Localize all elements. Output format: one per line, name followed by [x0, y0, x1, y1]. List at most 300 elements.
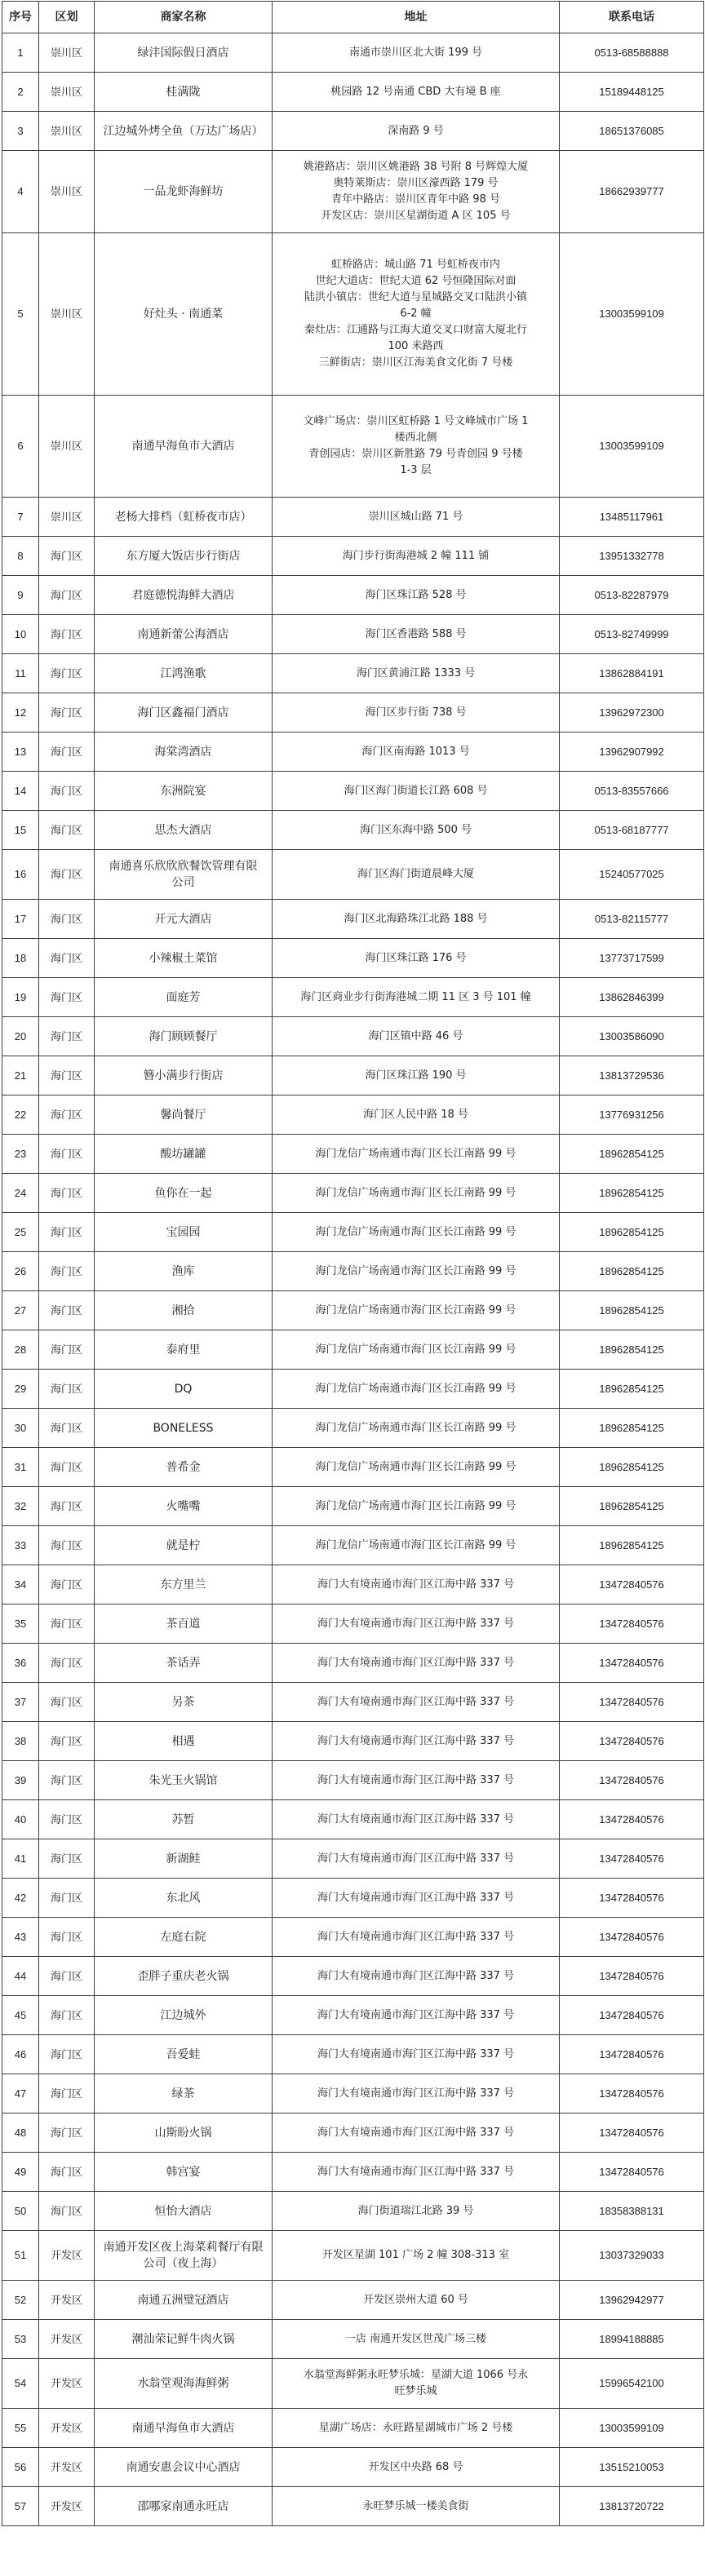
- row-phone: 13472840576: [560, 1683, 704, 1722]
- row-index: 14: [2, 772, 39, 811]
- row-phone: 18994188885: [560, 2320, 704, 2359]
- row-address: 永旺梦乐城一楼美食街: [273, 2487, 560, 2526]
- row-merchant-name: 思杰大酒店: [95, 811, 273, 850]
- row-district: 崇川区: [39, 151, 95, 233]
- table-row: [2, 2231, 704, 2281]
- row-merchant-name: 南通新蕾公海酒店: [95, 615, 273, 654]
- table-row: [2, 1056, 704, 1095]
- row-address: 海门区北海路珠江北路 188 号: [273, 900, 560, 939]
- row-index: 34: [2, 1565, 39, 1604]
- row-merchant-name: 山斯盼火锅: [95, 2113, 273, 2153]
- row-merchant-name: DQ: [95, 1370, 273, 1409]
- row-address: 海门区香港路 588 号: [273, 615, 560, 654]
- row-merchant-name: 歪胖子重庆老火锅: [95, 1957, 273, 1996]
- row-district: 海门区: [39, 1918, 95, 1957]
- row-address: 一店 南通开发区世茂广场三楼: [273, 2320, 560, 2359]
- row-index: 32: [2, 1487, 39, 1526]
- row-phone: 18962854125: [560, 1213, 704, 1252]
- row-index: 35: [2, 1604, 39, 1644]
- row-phone: 13485117961: [560, 498, 704, 537]
- row-index: 40: [2, 1800, 39, 1839]
- row-phone: 13472840576: [560, 2113, 704, 2153]
- row-district: 开发区: [39, 2448, 95, 2487]
- row-district: 海门区: [39, 1135, 95, 1174]
- row-index: 15: [2, 811, 39, 850]
- row-phone: 18962854125: [560, 1252, 704, 1291]
- row-merchant-name: 东洲院宴: [95, 772, 273, 811]
- row-phone: 18962854125: [560, 1448, 704, 1487]
- row-index: 18: [2, 939, 39, 978]
- row-index: 1: [2, 33, 39, 73]
- row-address: 海门步行街海港城 2 幢 111 铺: [273, 537, 560, 576]
- header-index: 序号: [2, 2, 39, 33]
- row-district: 崇川区: [39, 233, 95, 396]
- row-phone: 0513-68187777: [560, 811, 704, 850]
- row-merchant-name: 开元大酒店: [95, 900, 273, 939]
- row-phone: 13962942977: [560, 2281, 704, 2320]
- row-phone: 13862884191: [560, 654, 704, 693]
- table-row: [2, 1879, 704, 1918]
- row-address: 海门龙信广场南通市海门区长江南路 99 号: [273, 1448, 560, 1487]
- row-phone: 18651376085: [560, 112, 704, 151]
- row-index: 50: [2, 2192, 39, 2231]
- row-merchant-name: 一品龙虾海鲜坊: [95, 151, 273, 233]
- row-district: 海门区: [39, 1095, 95, 1135]
- table-row: [2, 693, 704, 733]
- table-row: [2, 1487, 704, 1526]
- table-row: [2, 1213, 704, 1252]
- row-phone: 13472840576: [560, 1604, 704, 1644]
- row-district: 海门区: [39, 1722, 95, 1761]
- row-index: 47: [2, 2074, 39, 2113]
- row-phone: 13037329033: [560, 2231, 704, 2281]
- merchant-table: [2, 1, 704, 2526]
- table-row: [2, 1839, 704, 1879]
- row-phone: 13515210053: [560, 2448, 704, 2487]
- row-district: 海门区: [39, 900, 95, 939]
- row-index: 4: [2, 151, 39, 233]
- row-index: 7: [2, 498, 39, 537]
- table-row: [2, 1409, 704, 1448]
- row-district: 海门区: [39, 1957, 95, 1996]
- table-row: [2, 2487, 704, 2526]
- row-address: 虹桥路店：城山路 71 号虹桥夜市内 世纪大道店：世纪大道 62 号恒隆国际对面 陆洪小镇店：世纪大道与星城路交叉口陆洪小镇 6-2 幢 秦灶店：江通路与江海大道交叉口财富大厦北行 100 米路西 三鲜街店：崇川区江海美食文化街 7 号楼: [273, 233, 560, 396]
- row-merchant-name: 南通安惠会议中心酒店: [95, 2448, 273, 2487]
- row-district: 海门区: [39, 537, 95, 576]
- row-merchant-name: 君庭德悦海鲜大酒店: [95, 576, 273, 615]
- row-merchant-name: BONELESS: [95, 1409, 273, 1448]
- row-index: 25: [2, 1213, 39, 1252]
- table-row: [2, 1722, 704, 1761]
- table-row: [2, 1957, 704, 1996]
- table-row: [2, 1800, 704, 1839]
- row-phone: 13472840576: [560, 1800, 704, 1839]
- table-row: [2, 1565, 704, 1604]
- row-district: 崇川区: [39, 112, 95, 151]
- row-district: 海门区: [39, 772, 95, 811]
- row-merchant-name: 普希金: [95, 1448, 273, 1487]
- row-address: 海门大有境南通市海门区江海中路 337 号: [273, 1683, 560, 1722]
- row-district: 开发区: [39, 2359, 95, 2409]
- row-district: 海门区: [39, 1761, 95, 1800]
- row-index: 46: [2, 2035, 39, 2074]
- row-address: 海门龙信广场南通市海门区长江南路 99 号: [273, 1213, 560, 1252]
- row-merchant-name: 相遇: [95, 1722, 273, 1761]
- row-phone: 18962854125: [560, 1526, 704, 1565]
- row-index: 52: [2, 2281, 39, 2320]
- row-index: 10: [2, 615, 39, 654]
- table-row: [2, 112, 704, 151]
- row-phone: 13472840576: [560, 1761, 704, 1800]
- header-district: 区划: [39, 2, 95, 33]
- row-phone: 13003599109: [560, 2409, 704, 2448]
- row-district: 开发区: [39, 2320, 95, 2359]
- table-row: [2, 1095, 704, 1135]
- row-address: 桃园路 12 号南通 CBD 大有境 B 座: [273, 73, 560, 112]
- merchant-table-container: [2, 1, 703, 2526]
- row-phone: 18358388131: [560, 2192, 704, 2231]
- row-merchant-name: 就是柠: [95, 1526, 273, 1565]
- row-address: 海门大有境南通市海门区江海中路 337 号: [273, 1996, 560, 2035]
- table-row: [2, 900, 704, 939]
- row-index: 17: [2, 900, 39, 939]
- table-row: [2, 2074, 704, 2113]
- table-row: [2, 1135, 704, 1174]
- row-address: 文峰广场店：崇川区虹桥路 1 号文峰城市广场 1 楼西北侧 青创园店：崇川区新胜路 79 号青创园 9 号楼 1-3 层: [273, 396, 560, 498]
- row-phone: 18962854125: [560, 1330, 704, 1370]
- row-index: 38: [2, 1722, 39, 1761]
- row-address: 海门大有境南通市海门区江海中路 337 号: [273, 1800, 560, 1839]
- row-index: 55: [2, 2409, 39, 2448]
- row-index: 24: [2, 1174, 39, 1213]
- table-row: [2, 654, 704, 693]
- row-merchant-name: 韩宫宴: [95, 2153, 273, 2192]
- row-merchant-name: 东方里兰: [95, 1565, 273, 1604]
- table-row: [2, 1448, 704, 1487]
- row-district: 海门区: [39, 1017, 95, 1056]
- row-index: 48: [2, 2113, 39, 2153]
- row-merchant-name: 小辣椒土菜馆: [95, 939, 273, 978]
- row-index: 57: [2, 2487, 39, 2526]
- table-row: [2, 2409, 704, 2448]
- row-address: 海门龙信广场南通市海门区长江南路 99 号: [273, 1409, 560, 1448]
- row-address: 海门大有境南通市海门区江海中路 337 号: [273, 1604, 560, 1644]
- row-phone: 18962854125: [560, 1135, 704, 1174]
- table-row: [2, 1918, 704, 1957]
- row-merchant-name: 南通喜乐欣欣欣餐饮管理有限 公司: [95, 850, 273, 900]
- row-index: 13: [2, 733, 39, 772]
- row-address: 海门区镇中路 46 号: [273, 1017, 560, 1056]
- row-phone: 15996542100: [560, 2359, 704, 2409]
- row-address: 海门区海门街道晨峰大厦: [273, 850, 560, 900]
- row-district: 崇川区: [39, 498, 95, 537]
- row-phone: 18962854125: [560, 1370, 704, 1409]
- row-district: 海门区: [39, 1800, 95, 1839]
- row-merchant-name: 朱光玉火锅馆: [95, 1761, 273, 1800]
- row-index: 11: [2, 654, 39, 693]
- row-address: 海门区珠江路 176 号: [273, 939, 560, 978]
- row-address: 海门大有境南通市海门区江海中路 337 号: [273, 2153, 560, 2192]
- table-row: [2, 2448, 704, 2487]
- row-address: 海门龙信广场南通市海门区长江南路 99 号: [273, 1487, 560, 1526]
- row-address: 水翁堂海鲜粥永旺梦乐城：星湖大道 1066 号永 旺梦乐城: [273, 2359, 560, 2409]
- table-row: [2, 537, 704, 576]
- row-address: 星湖广场店：永旺路星湖城市广场 2 号楼: [273, 2409, 560, 2448]
- header-phone: 联系电话: [560, 2, 704, 33]
- row-address: 海门区人民中路 18 号: [273, 1095, 560, 1135]
- row-phone: 13962972300: [560, 693, 704, 733]
- row-index: 30: [2, 1409, 39, 1448]
- row-index: 42: [2, 1879, 39, 1918]
- table-row: [2, 233, 704, 396]
- table-row: [2, 2113, 704, 2153]
- row-phone: 13003586090: [560, 1017, 704, 1056]
- row-index: 39: [2, 1761, 39, 1800]
- row-index: 19: [2, 978, 39, 1017]
- row-district: 海门区: [39, 978, 95, 1017]
- header-address: 地址: [273, 2, 560, 33]
- row-address: 开发区崇州大道 60 号: [273, 2281, 560, 2320]
- row-district: 海门区: [39, 1487, 95, 1526]
- row-district: 崇川区: [39, 73, 95, 112]
- row-merchant-name: 海棠湾酒店: [95, 733, 273, 772]
- row-merchant-name: 南通五洲璧冠酒店: [95, 2281, 273, 2320]
- row-district: 崇川区: [39, 33, 95, 73]
- row-phone: 13776931256: [560, 1095, 704, 1135]
- row-merchant-name: 簪小满步行街店: [95, 1056, 273, 1095]
- row-district: 海门区: [39, 2035, 95, 2074]
- row-address: 海门龙信广场南通市海门区长江南路 99 号: [273, 1291, 560, 1330]
- row-phone: 13472840576: [560, 1722, 704, 1761]
- row-district: 海门区: [39, 1252, 95, 1291]
- table-row: [2, 1330, 704, 1370]
- row-merchant-name: 海门顾顾餐厅: [95, 1017, 273, 1056]
- row-index: 56: [2, 2448, 39, 2487]
- row-address: 海门大有境南通市海门区江海中路 337 号: [273, 2074, 560, 2113]
- row-address: 海门区海门街道长江路 608 号: [273, 772, 560, 811]
- table-row: [2, 1683, 704, 1722]
- row-index: 9: [2, 576, 39, 615]
- table-row: [2, 151, 704, 233]
- table-row: [2, 733, 704, 772]
- row-district: 海门区: [39, 1565, 95, 1604]
- row-district: 海门区: [39, 733, 95, 772]
- row-address: 海门区南海路 1013 号: [273, 733, 560, 772]
- row-index: 45: [2, 1996, 39, 2035]
- row-index: 41: [2, 1839, 39, 1879]
- row-phone: 13951332778: [560, 537, 704, 576]
- row-merchant-name: 宝园园: [95, 1213, 273, 1252]
- row-merchant-name: 南通早海鱼市大酒店: [95, 2409, 273, 2448]
- row-merchant-name: 另茶: [95, 1683, 273, 1722]
- row-merchant-name: 邵哪家南通永旺店: [95, 2487, 273, 2526]
- row-address: 海门龙信广场南通市海门区长江南路 99 号: [273, 1252, 560, 1291]
- row-address: 海门大有境南通市海门区江海中路 337 号: [273, 2035, 560, 2074]
- table-row: [2, 1604, 704, 1644]
- row-address: 海门大有境南通市海门区江海中路 337 号: [273, 1565, 560, 1604]
- row-merchant-name: 鱼你在一起: [95, 1174, 273, 1213]
- table-row: [2, 73, 704, 112]
- row-index: 5: [2, 233, 39, 396]
- row-index: 16: [2, 850, 39, 900]
- table-row: [2, 772, 704, 811]
- row-index: 31: [2, 1448, 39, 1487]
- row-phone: 13003599109: [560, 233, 704, 396]
- row-district: 开发区: [39, 2281, 95, 2320]
- row-district: 海门区: [39, 1370, 95, 1409]
- row-index: 43: [2, 1918, 39, 1957]
- row-district: 海门区: [39, 654, 95, 693]
- row-district: 海门区: [39, 2113, 95, 2153]
- table-row: [2, 576, 704, 615]
- row-district: 海门区: [39, 1996, 95, 2035]
- row-phone: 0513-83557666: [560, 772, 704, 811]
- row-merchant-name: 水翁堂观海海鲜粥: [95, 2359, 273, 2409]
- row-district: 海门区: [39, 1604, 95, 1644]
- row-phone: 13003599109: [560, 396, 704, 498]
- row-index: 28: [2, 1330, 39, 1370]
- row-address: 姚港路店：崇川区姚港路 38 号附 8 号辉煌大厦 奥特莱斯店：崇川区濠西路 179 号 青年中路店：崇川区青年中路 98 号 开发区店：崇川区星湖街道 A 区 105 号: [273, 151, 560, 233]
- row-district: 海门区: [39, 2192, 95, 2231]
- row-district: 海门区: [39, 2153, 95, 2192]
- row-district: 海门区: [39, 1839, 95, 1879]
- row-merchant-name: 吾爱蛙: [95, 2035, 273, 2074]
- table-row: [2, 811, 704, 850]
- table-row: [2, 2153, 704, 2192]
- row-index: 36: [2, 1644, 39, 1683]
- row-phone: 13472840576: [560, 1644, 704, 1683]
- table-row: [2, 615, 704, 654]
- row-merchant-name: 南通早海鱼市大酒店: [95, 396, 273, 498]
- row-phone: 18962854125: [560, 1487, 704, 1526]
- table-row: [2, 2320, 704, 2359]
- row-district: 海门区: [39, 1683, 95, 1722]
- row-district: 海门区: [39, 693, 95, 733]
- row-phone: 13472840576: [560, 2035, 704, 2074]
- table-row: [2, 1291, 704, 1330]
- row-index: 27: [2, 1291, 39, 1330]
- row-address: 南通市崇川区北大街 199 号: [273, 33, 560, 73]
- row-address: 海门大有境南通市海门区江海中路 337 号: [273, 1839, 560, 1879]
- row-address: 海门大有境南通市海门区江海中路 337 号: [273, 2113, 560, 2153]
- row-phone: 15240577025: [560, 850, 704, 900]
- row-address: 开发区星湖 101 广场 2 幢 308-313 室: [273, 2231, 560, 2281]
- row-address: 海门区黄浦江路 1333 号: [273, 654, 560, 693]
- row-district: 崇川区: [39, 396, 95, 498]
- row-index: 37: [2, 1683, 39, 1722]
- row-phone: 13472840576: [560, 1839, 704, 1879]
- row-address: 海门龙信广场南通市海门区长江南路 99 号: [273, 1526, 560, 1565]
- row-merchant-name: 江鸿渔歌: [95, 654, 273, 693]
- row-merchant-name: 海门区鑫福门酒店: [95, 693, 273, 733]
- row-address: 海门区珠江路 528 号: [273, 576, 560, 615]
- row-merchant-name: 茶百道: [95, 1604, 273, 1644]
- row-index: 23: [2, 1135, 39, 1174]
- table-row: [2, 1370, 704, 1409]
- row-merchant-name: 面庭芳: [95, 978, 273, 1017]
- row-address: 海门龙信广场南通市海门区长江南路 99 号: [273, 1135, 560, 1174]
- row-address: 海门区步行街 738 号: [273, 693, 560, 733]
- row-district: 开发区: [39, 2487, 95, 2526]
- row-district: 海门区: [39, 1291, 95, 1330]
- row-district: 海门区: [39, 850, 95, 900]
- row-address: 开发区中央路 68 号: [273, 2448, 560, 2487]
- row-district: 海门区: [39, 2074, 95, 2113]
- row-address: 崇川区城山路 71 号: [273, 498, 560, 537]
- row-index: 3: [2, 112, 39, 151]
- row-index: 22: [2, 1095, 39, 1135]
- row-phone: 13472840576: [560, 2153, 704, 2192]
- table-row: [2, 939, 704, 978]
- row-merchant-name: 湘拾: [95, 1291, 273, 1330]
- row-address: 深南路 9 号: [273, 112, 560, 151]
- table-row: [2, 1252, 704, 1291]
- row-merchant-name: 茶话弄: [95, 1644, 273, 1683]
- row-merchant-name: 好灶头 · 南通菜: [95, 233, 273, 396]
- row-index: 51: [2, 2231, 39, 2281]
- row-address: 海门大有境南通市海门区江海中路 337 号: [273, 1761, 560, 1800]
- row-index: 2: [2, 73, 39, 112]
- row-phone: 0513-82115777: [560, 900, 704, 939]
- row-district: 开发区: [39, 2409, 95, 2448]
- row-district: 海门区: [39, 1644, 95, 1683]
- row-index: 12: [2, 693, 39, 733]
- row-phone: 0513-68588888: [560, 33, 704, 73]
- table-row: [2, 33, 704, 73]
- row-phone: 13813729536: [560, 1056, 704, 1095]
- row-merchant-name: 左庭右院: [95, 1918, 273, 1957]
- table-row: [2, 1174, 704, 1213]
- row-phone: 13472840576: [560, 1996, 704, 2035]
- table-row: [2, 1526, 704, 1565]
- row-phone: 18962854125: [560, 1409, 704, 1448]
- row-district: 开发区: [39, 2231, 95, 2281]
- row-district: 海门区: [39, 939, 95, 978]
- row-phone: 18962854125: [560, 1291, 704, 1330]
- row-index: 53: [2, 2320, 39, 2359]
- row-merchant-name: 南通开发区夜上海菜莉餐厅有限 公司（夜上海）: [95, 2231, 273, 2281]
- row-address: 海门龙信广场南通市海门区长江南路 99 号: [273, 1174, 560, 1213]
- row-merchant-name: 江边城外: [95, 1996, 273, 2035]
- row-merchant-name: 酸坊罐罐: [95, 1135, 273, 1174]
- row-merchant-name: 渔库: [95, 1252, 273, 1291]
- row-phone: 13472840576: [560, 1957, 704, 1996]
- row-phone: 13472840576: [560, 2074, 704, 2113]
- row-district: 海门区: [39, 811, 95, 850]
- row-phone: 13813720722: [560, 2487, 704, 2526]
- row-address: 海门区东海中路 500 号: [273, 811, 560, 850]
- row-index: 29: [2, 1370, 39, 1409]
- table-row: [2, 1017, 704, 1056]
- row-index: 6: [2, 396, 39, 498]
- row-merchant-name: 东北风: [95, 1879, 273, 1918]
- row-phone: 0513-82749999: [560, 615, 704, 654]
- row-district: 海门区: [39, 1448, 95, 1487]
- row-district: 海门区: [39, 1174, 95, 1213]
- row-index: 54: [2, 2359, 39, 2409]
- row-district: 海门区: [39, 576, 95, 615]
- row-address: 海门大有境南通市海门区江海中路 337 号: [273, 1957, 560, 1996]
- row-district: 海门区: [39, 1879, 95, 1918]
- row-phone: 13962907992: [560, 733, 704, 772]
- row-phone: 18962854125: [560, 1174, 704, 1213]
- row-address: 海门大有境南通市海门区江海中路 337 号: [273, 1722, 560, 1761]
- table-row: [2, 978, 704, 1017]
- row-phone: 13472840576: [560, 1565, 704, 1604]
- table-row: [2, 2359, 704, 2409]
- row-merchant-name: 新湖鲑: [95, 1839, 273, 1879]
- row-index: 44: [2, 1957, 39, 1996]
